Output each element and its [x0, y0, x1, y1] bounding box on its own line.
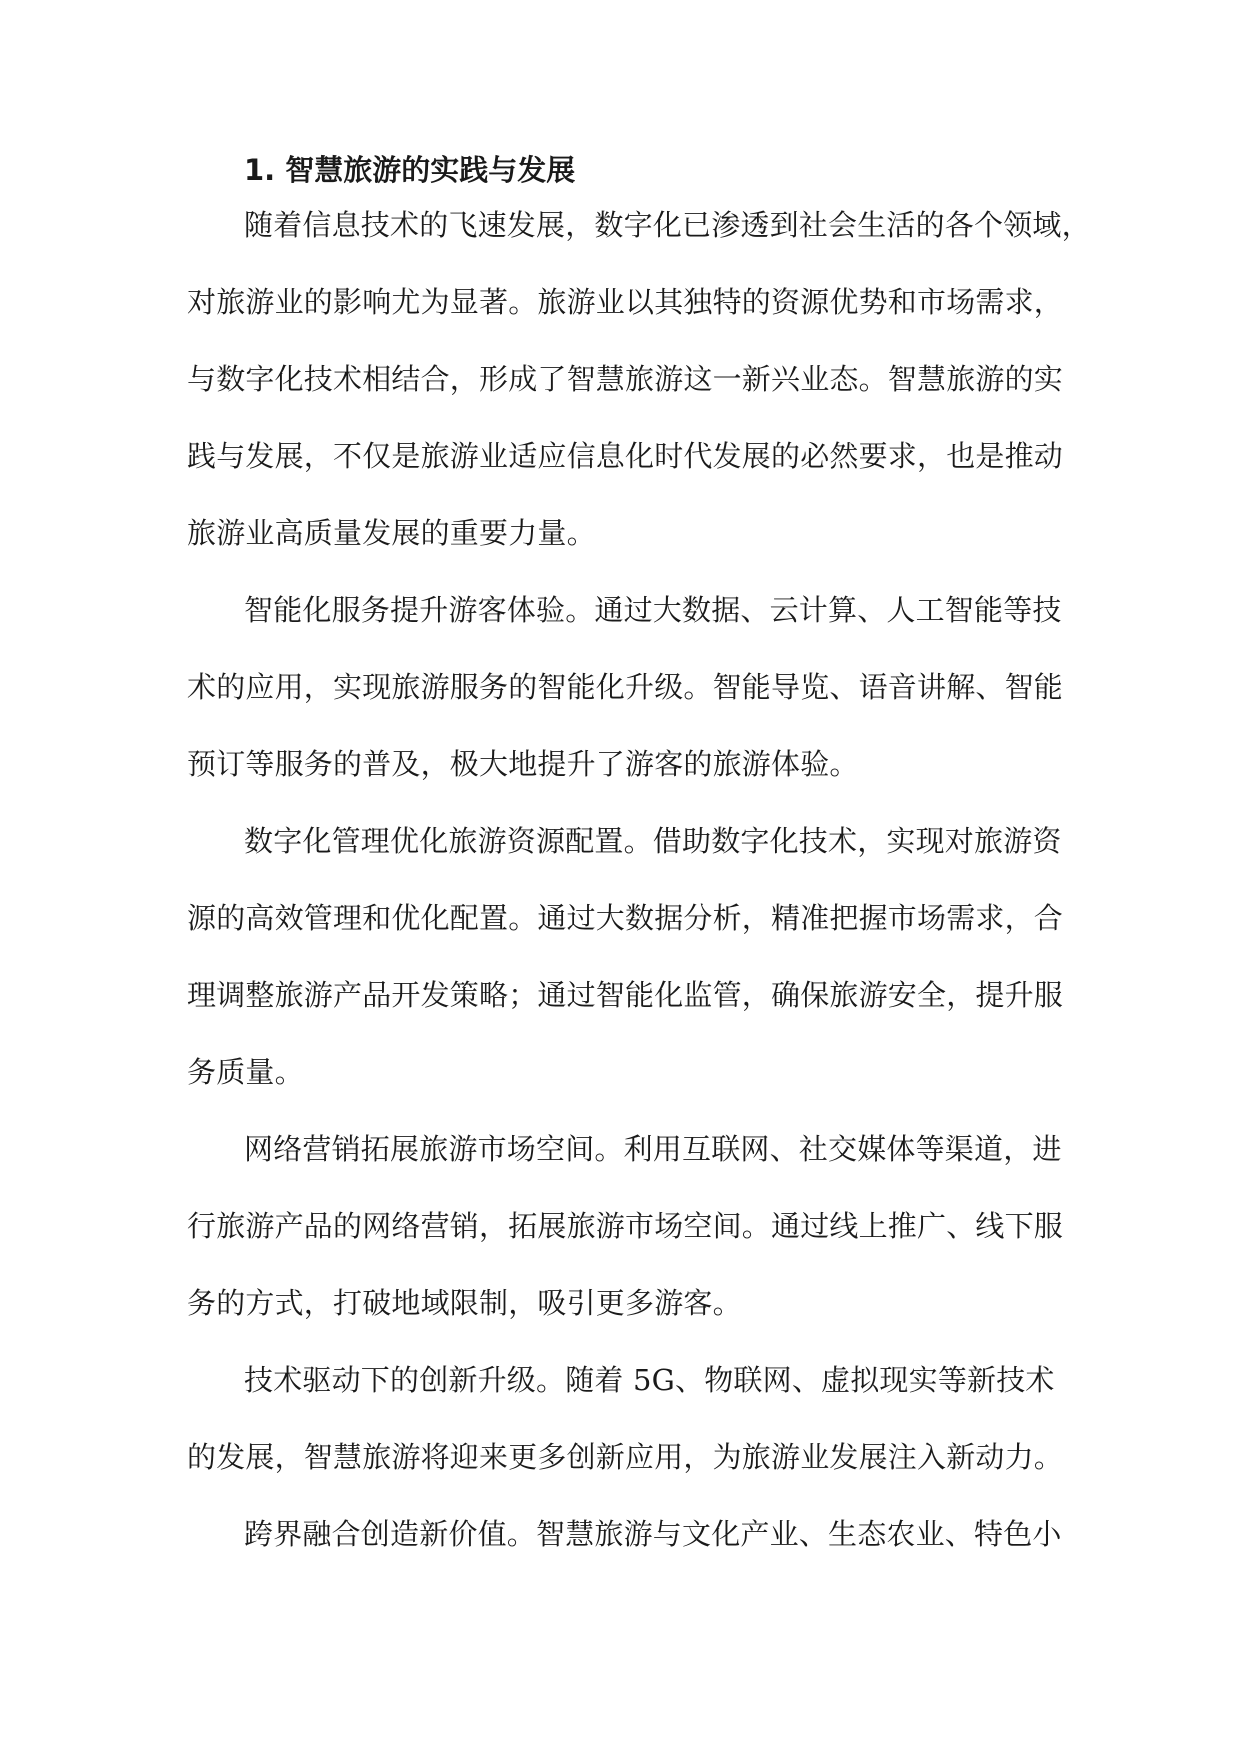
paragraph-2-line-3: 预订等服务的普及，极大地提升了游客的旅游体验。: [187, 747, 859, 781]
paragraph-1-line-1: 随着信息技术的飞速发展，数字化已渗透到社会生活的各个领域，: [244, 208, 1091, 242]
paragraph-3-line-1: 数字化管理优化旅游资源配置。借助数字化技术，实现对旅游资: [244, 824, 1062, 858]
paragraph-4-line-2: 行旅游产品的网络营销，拓展旅游市场空间。通过线上推广、线下服: [187, 1209, 1064, 1243]
paragraph-2-line-1: 智能化服务提升游客体验。通过大数据、云计算、人工智能等技: [244, 593, 1062, 627]
paragraph-5-line-1: 技术驱动下的创新升级。随着 5G、物联网、虚拟现实等新技术: [244, 1363, 1055, 1397]
paragraph-3-line-3: 理调整旅游产品开发策略；通过智能化监管，确保旅游安全，提升服: [187, 978, 1064, 1012]
paragraph-1-line-4: 践与发展，不仅是旅游业适应信息化时代发展的必然要求，也是推动: [187, 439, 1064, 473]
paragraph-6-line-1: 跨界融合创造新价值。智慧旅游与文化产业、生态农业、特色小: [244, 1517, 1062, 1551]
paragraph-1-line-2: 对旅游业的影响尤为显著。旅游业以其独特的资源优势和市场需求，: [187, 285, 1064, 319]
section-heading: 1. 智慧旅游的实践与发展: [244, 153, 576, 187]
paragraph-3-line-4: 务质量。: [187, 1055, 304, 1089]
paragraph-3-line-2: 源的高效管理和优化配置。通过大数据分析，精准把握市场需求，合: [187, 901, 1064, 935]
paragraph-5-line-2: 的发展，智慧旅游将迎来更多创新应用，为旅游业发展注入新动力。: [187, 1440, 1064, 1474]
paragraph-1-line-3: 与数字化技术相结合，形成了智慧旅游这一新兴业态。智慧旅游的实: [187, 362, 1064, 396]
paragraph-1-line-5: 旅游业高质量发展的重要力量。: [187, 516, 596, 550]
paragraph-2-line-2: 术的应用，实现旅游服务的智能化升级。智能导览、语音讲解、智能: [187, 670, 1064, 704]
paragraph-4-line-3: 务的方式，打破地域限制，吸引更多游客。: [187, 1286, 742, 1320]
paragraph-4-line-1: 网络营销拓展旅游市场空间。利用互联网、社交媒体等渠道，进: [244, 1132, 1062, 1166]
